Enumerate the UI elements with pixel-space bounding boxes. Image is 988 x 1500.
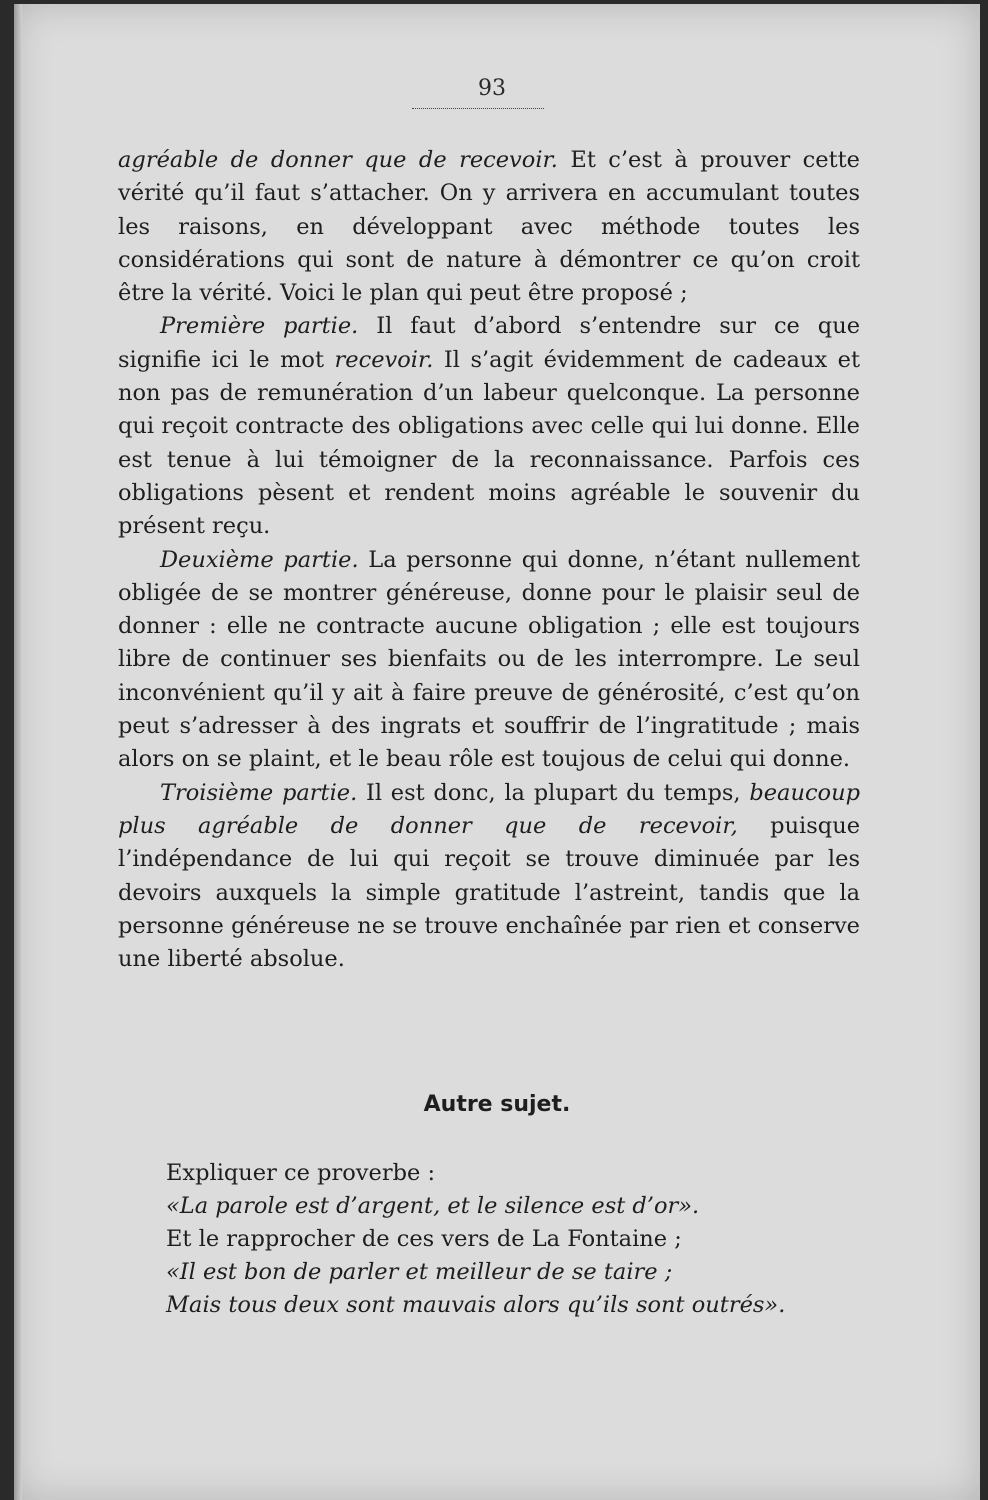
- troisieme-partie-text-a: Il est donc, la plupart du temps,: [357, 779, 750, 806]
- paragraph-1: [118, 144, 860, 310]
- subject-line-4: [166, 1256, 886, 1289]
- troisieme-partie-text-b: puisque l’indépendance de lui qui reçoit se trouve diminuée par les devoirs auxquels la simple gratitude l’astreint, tandis que la personne généreuse ne se trouve enchaînée par rien et conserve une liberté absolue.: [118, 812, 861, 973]
- subject-line-2: [166, 1190, 886, 1223]
- premiere-partie-text-a: Il faut d’abord s’entendre sur ce que signifie ici le mot: [118, 313, 861, 373]
- subject-block: [166, 1157, 886, 1322]
- paragraph-1-emphasis: agréable de donner que de recevoir.: [118, 147, 558, 173]
- book-page: [14, 4, 980, 1500]
- paragraph-troisieme-partie: [118, 777, 860, 977]
- page-number: 93: [478, 76, 506, 101]
- paragraph-premiere-partie: [118, 310, 860, 543]
- header-rule: [412, 108, 544, 109]
- troisieme-partie-emphasis: beaucoup plus agréable de donner que de recevoir,: [118, 779, 860, 839]
- deuxieme-partie-label: Deuxième partie.: [160, 546, 359, 573]
- paragraph-deuxieme-partie: [118, 544, 860, 777]
- deuxieme-partie-text: La personne qui donne, n’étant nullement obligée de se montrer généreuse, donne pour le plaisir seul de donner : elle ne contracte aucune obligation ; elle est toujours libre de continuer ses bienfaits ou de les interrompre. Le seul inconvénient qu’il y ait à faire preuve de générosité, c’est qu’on peut s’adresser à des ingrats et souffrir de l’ingratitude ; mais alors on se plaint, et le beau rôle est toujous de celui qui donne.: [118, 546, 860, 773]
- verse-line-2: Mais tous deux sont mauvais alors qu’ils sont outrés».: [166, 1292, 786, 1318]
- section-title: Autre sujet.: [423, 1092, 571, 1117]
- subject-line-1: Expliquer ce proverbe :: [166, 1160, 436, 1186]
- troisieme-partie-label: Troisième partie.: [160, 779, 358, 806]
- verse-line-1: «Il est bon de parler et meilleur de se taire ;: [166, 1259, 673, 1285]
- subject-line-3: Et le rapprocher de ces vers de La Fontaine ;: [166, 1226, 682, 1252]
- premiere-partie-label: Première partie.: [160, 313, 359, 340]
- proverb-quote: «La parole est d’argent, et le silence est d’or».: [166, 1193, 700, 1219]
- body-text: [118, 144, 860, 976]
- premiere-partie-emphasis: recevoir.: [334, 346, 434, 373]
- subject-line-5: [166, 1289, 886, 1322]
- premiere-partie-text-b: Il s’agit évidemment de cadeaux et non pas de remunération d’un labeur quelconque. La personne qui reçoit contracte des obligations avec celle qui lui donne. Elle est tenue à lui témoigner de la reconnaissance. Parfois ces obligations pèsent et rendent moins agréable le souvenir du présent reçu.: [118, 346, 860, 540]
- paragraph-1-text: Et c’est à prouver cette vérité qu’il faut s’attacher. On y arrivera en accumulant toutes les raisons, en développant avec méthode toutes les considérations qui sont de nature à démontrer ce qu’on croit être la vérité. Voici le plan qui peut être proposé ;: [118, 147, 860, 307]
- page-edge-shadow: [14, 4, 22, 1500]
